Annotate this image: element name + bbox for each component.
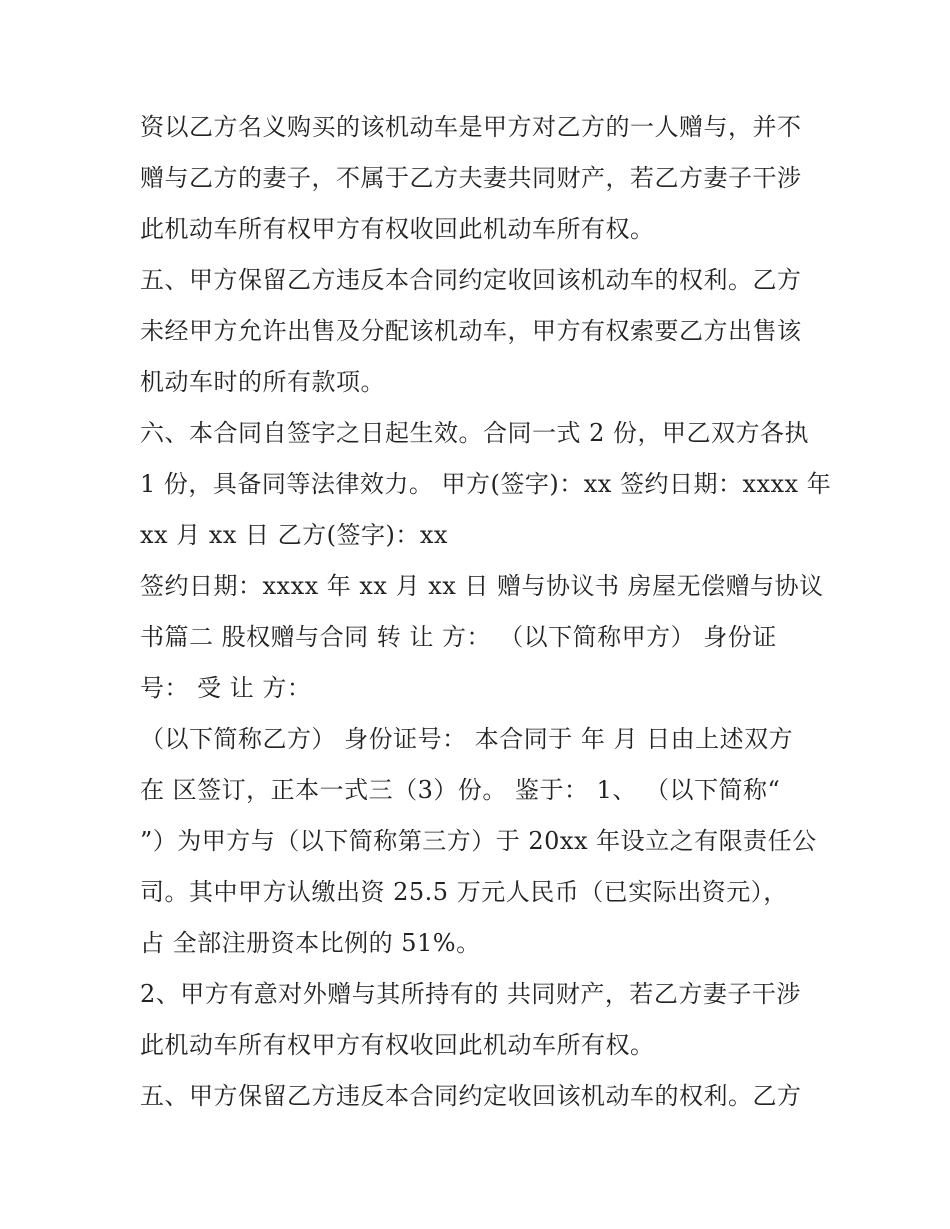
text-line-6: 机动车时的所有款项。 [140,368,385,396]
text-line-9: xx 月 xx 日 乙方(签字)：xx [140,521,448,549]
text-line-4: 五、甲方保留乙方违反本合同约定收回该机动车的权利。乙方 [140,266,802,294]
text-line-15: ”）为甲方与（以下简称第三方）于 20xx 年设立之有限责任公 [140,827,817,855]
text-line-11: 书篇二 股权赠与合同 转 让 方： （以下简称甲方） 身份证 [140,623,777,651]
document-body [140,102,830,1122]
text-line-13: （以下简称乙方） 身份证号： 本合同于 年 月 日由上述双方 [140,725,794,753]
text-line-10: 签约日期：xxxx 年 xx 月 xx 日 赠与协议书 房屋无偿赠与协议 [140,572,824,600]
text-line-5: 未经甲方允许出售及分配该机动车，甲方有权索要乙方出售该 [140,317,802,345]
text-line-2: 赠与乙方的妻子，不属于乙方夫妻共同财产，若乙方妻子干涉 [140,164,802,192]
text-line-19: 此机动车所有权甲方有权收回此机动车所有权。 [140,1031,655,1059]
text-line-20: 五、甲方保留乙方违反本合同约定收回该机动车的权利。乙方 [140,1082,802,1110]
text-line-14: 在 区签订，正本一式三（3）份。 鉴于： 1、 （以下简称“ [140,776,781,804]
text-line-12: 号： 受 让 方： [140,674,312,702]
text-line-3: 此机动车所有权甲方有权收回此机动车所有权。 [140,215,655,243]
text-line-18: 2、甲方有意对外赠与其所持有的 共同财产，若乙方妻子干涉 [140,980,801,1008]
text-line-17: 占 全部注册资本比例的 51%。 [140,929,481,957]
text-line-8: 1 份，具备同等法律效力。 甲方(签字)：xx 签约日期：xxxx 年 [140,470,832,498]
text-line-16: 司。其中甲方认缴出资 25.5 万元人民币（已实际出资元）， [140,878,788,906]
text-line-7: 六、本合同自签字之日起生效。合同一式 2 份，甲乙双方各执 [140,419,810,447]
text-line-1: 资以乙方名义购买的该机动车是甲方对乙方的一人赠与，并不 [140,113,802,141]
